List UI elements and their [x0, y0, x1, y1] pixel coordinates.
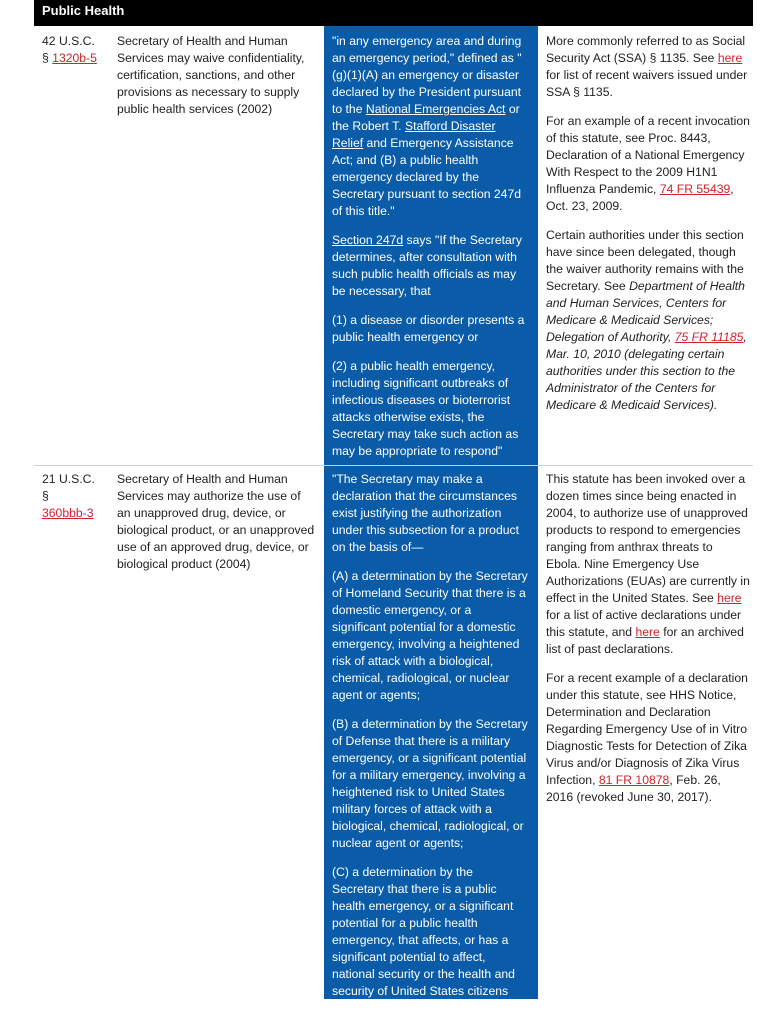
quote-paragraph: (1) a disease or disorder presents a public health emergency or: [332, 313, 525, 344]
section-title: Public Health: [42, 3, 125, 18]
notes-paragraph: [546, 227, 750, 414]
notes-text: This statute has been invoked over a dozen times since being enacted in 2004, to authorize use of unapproved products to respond to emergencies ranging from anthrax threats to Ebola. Nine Emergency Use Authorizations (EUAs) are currently in effect in the United States. See: [546, 472, 750, 605]
notes-paragraph: [546, 670, 750, 806]
quote-paragraph: "The Secretary may make a declaration that the circumstances exist justifying the authorization under this subsection for a product on the basis of—: [332, 472, 519, 554]
citation-link[interactable]: 360bbb-3: [42, 506, 94, 520]
quote-paragraph: [332, 232, 528, 300]
notes-paragraph: [546, 113, 750, 215]
fr-citation-link[interactable]: [675, 330, 744, 344]
active-declarations-here-link[interactable]: here: [717, 591, 742, 605]
description-text: Secretary of Health and Human Services may authorize the use of an unapproved drug, device, or biological product, or an unapproved use of an approved drug, device, or biological product (2004): [117, 472, 315, 571]
citation-cell: [42, 471, 112, 522]
waivers-here-link[interactable]: here: [717, 51, 743, 65]
description-cell: [117, 33, 317, 118]
notes-text: , Feb. 26, 2016 (revoked June 30, 2017).: [546, 773, 721, 804]
stafford-act-link[interactable]: Stafford Disaster Relief: [332, 119, 496, 150]
notes-paragraph: [546, 33, 750, 101]
quote-text: or the Robert T.: [332, 102, 520, 133]
notes-italic-text: Department of Health and Human Services, Centers for Medicare & Medicaid Services; Delegation of Authority,: [546, 279, 745, 344]
notes-text: For a recent example of a declaration under this statute, see HHS Notice, Determination and Declaration Regarding Emergency Use of in Vitro Diagnostic Tests for Detection of Zika Virus and/or Diagnosis of Zika Virus Infection,: [546, 671, 748, 787]
citation-prefix: 21 U.S.C.: [42, 472, 95, 486]
quote-text: and Emergency Assistance Act; and (B) a public health emergency declared by the Secretary pursuant to section 247d of this title.": [332, 136, 522, 218]
notes-text: Certain authorities under this section have since been delegated, though the waiver authority remains with the Secretary. See: [546, 228, 744, 293]
citation-prefix: 42 U.S.C.: [42, 34, 95, 48]
quote-text: says "If the Secretary determines, after consultation with such public health officials as may be necessary, that: [332, 233, 522, 298]
national-emergencies-act-link[interactable]: National Emergencies Act: [365, 102, 506, 116]
quote-cell: [332, 471, 528, 1029]
fr-citation-text: 75 FR 11185: [674, 330, 744, 344]
archived-declarations-here-link[interactable]: here: [635, 625, 660, 639]
notes-text: for list of recent waivers issued under SSA § 1135.: [546, 68, 748, 99]
description-cell: [117, 471, 317, 573]
notes-text: For an example of a recent invocation of this statute, see Proc. 8443, Declaration of a National Emergency With Respect to the 2009 H1N1 Influenza Pandemic,: [546, 114, 750, 196]
description-text: Secretary of Health and Human Services may waive confidentiality, certification, sanctions, and other provisions as necessary to supply public health services (2002): [117, 34, 305, 116]
quote-paragraph: (B) a determination by the Secretary of Defense that there is a military emergency, or a significant potential for a military emergency, involving a heightened risk to United States military forces of attack with a biological, chemical, radiological, or nuclear agent or agents;: [332, 717, 528, 850]
section-sign: §: [42, 489, 49, 503]
citation-link[interactable]: 1320b-5: [52, 51, 97, 65]
quote-paragraph: (A) a determination by the Secretary of Homeland Security that there is a domestic emergency, or a significant potential for a domestic emergency, involving a heightened risk of attack with a biological, chemical, radiological, or nuclear agent or agents;: [332, 569, 528, 702]
notes-paragraph: [546, 471, 750, 658]
section-247d-link[interactable]: Section 247d: [332, 233, 404, 247]
notes-cell: [546, 33, 750, 426]
notes-text: for a list of active declarations under this statute, and: [546, 608, 742, 639]
section-header: [34, 0, 753, 26]
section-sign: §: [42, 51, 49, 65]
fr-citation-link[interactable]: 74 FR 55439: [659, 182, 731, 196]
notes-text: More commonly referred to as Social Security Act (SSA) § 1135. See: [546, 34, 746, 65]
citation-cell: [42, 33, 112, 67]
fr-citation-link[interactable]: 81 FR 10878: [598, 773, 670, 787]
notes-cell: [546, 471, 750, 818]
quote-paragraph: (C) a determination by the Secretary that there is a public health emergency, or a significant potential for a public health emergency, that affects, or has a significant potential to affect, national security or the health and security of United States citizens living abroad, and that: [332, 865, 515, 1015]
quote-paragraph: (2) a public health emergency, including significant outbreaks of infectious diseases or bioterrorist attacks otherwise exists, the Secretary may take such action as may be appropriate to respond": [332, 359, 519, 458]
notes-text: , Oct. 23, 2009.: [546, 182, 734, 213]
notes-text: for an archived list of past declarations.: [546, 625, 744, 656]
quote-paragraph: [332, 33, 528, 220]
quote-cell: [332, 33, 528, 472]
notes-italic-text: , Mar. 10, 2010 (delegating certain authorities under this section to the Administrator of the Centers for Medicare & Medicaid Services).: [546, 330, 747, 412]
quote-text: "in any emergency area and during an emergency period," defined as "(g)(1)(A) an emergency or disaster declared by the President pursuant to the: [332, 34, 522, 116]
row-divider: [34, 465, 753, 466]
